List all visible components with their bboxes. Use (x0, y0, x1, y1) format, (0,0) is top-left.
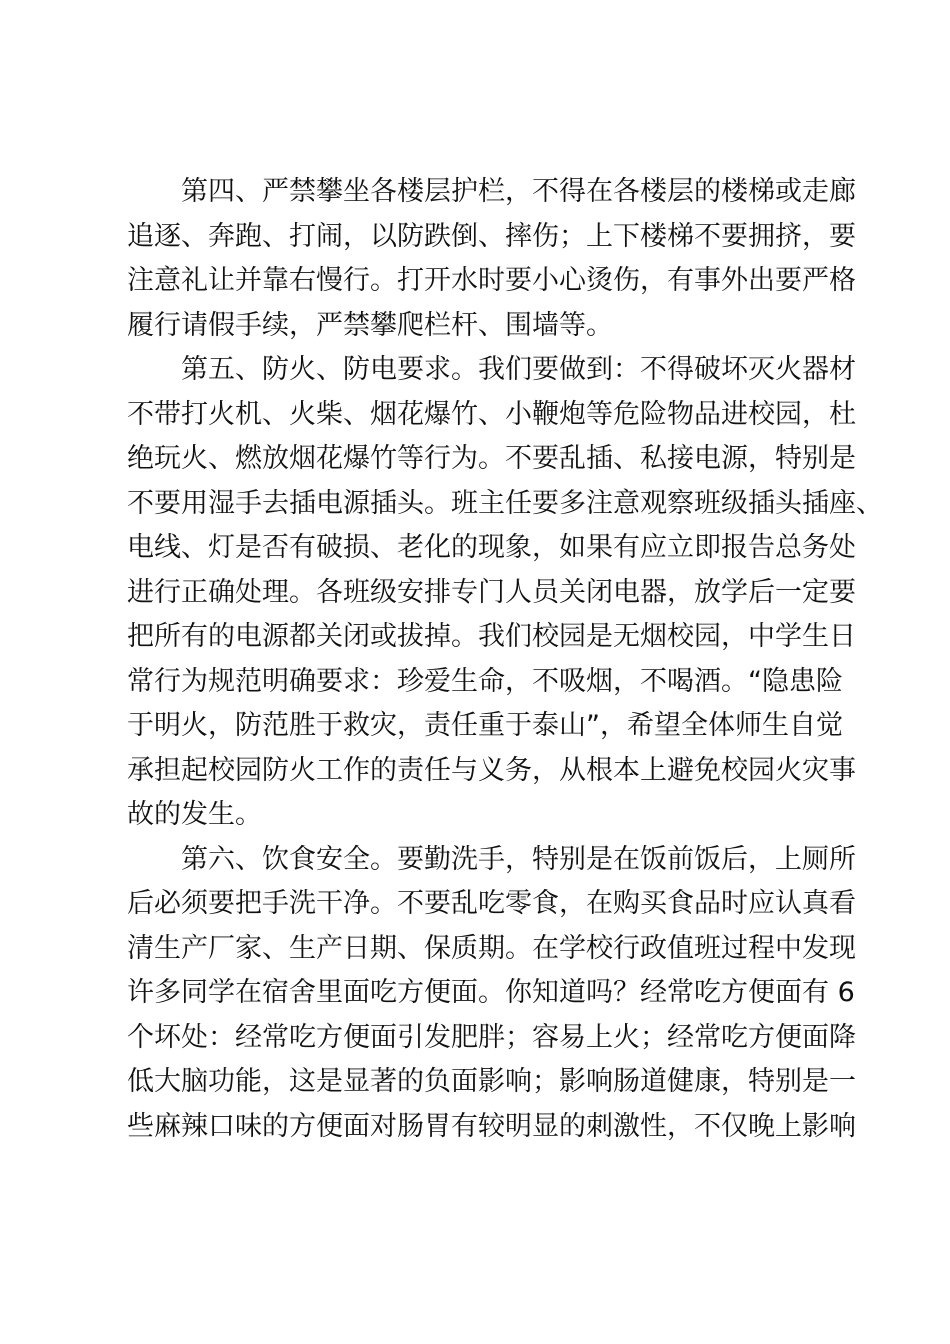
paragraph-fifth-line: 电线、灯是否有破损、老化的现象，如果有应立即报告总务处 (127, 532, 856, 563)
paragraph-fifth-line: 进行正确处理。各班级安排专门人员关闭电器，放学后一定要 (127, 576, 856, 608)
paragraph-fourth-line: 第四、严禁攀坐各楼层护栏，不得在各楼层的楼梯或走廊 (181, 176, 856, 207)
paragraph-fifth-line: 第五、防火、防电要求。我们要做到：不得破坏灭火器材 (181, 354, 856, 385)
paragraph-sixth-line: 个坏处：经常吃方便面引发肥胖；容易上火；经常吃方便面降 (127, 1021, 856, 1053)
paragraph-sixth-line: 许多同学在宿舍里面吃方便面。你知道吗？经常吃方便面有 6 (127, 977, 855, 1008)
paragraph-fifth-line: 绝玩火、燃放烟花爆竹等行为。不要乱插、私接电源，特别是 (127, 443, 856, 474)
paragraph-fifth-line: 故的发生。 (127, 799, 262, 830)
paragraph-fifth-line: 常行为规范明确要求：珍爱生命，不吸烟，不喝酒。“隐患险 (127, 665, 843, 697)
paragraph-sixth-line: 些麻辣口味的方便面对肠胃有较明显的刺激性，不仅晚上影响 (127, 1110, 856, 1142)
paragraph-sixth-line: 清生产厂家、生产日期、保质期。在学校行政值班过程中发现 (127, 932, 856, 964)
paragraph-fifth-line: 承担起校园防火工作的责任与义务，从根本上避免校园火灾事 (127, 754, 856, 786)
document-body (127, 170, 883, 1149)
paragraph-fifth-line: 把所有的电源都关闭或拔掉。我们校园是无烟校园，中学生日 (127, 621, 856, 652)
paragraph-sixth-line: 低大脑功能，这是显著的负面影响；影响肠道健康，特别是一 (127, 1066, 856, 1097)
paragraph-fifth-line: 不带打火机、火柴、烟花爆竹、小鞭炮等危险物品进校园，杜 (127, 398, 856, 430)
paragraph-fifth-line: 于明火，防范胜于救灾，责任重于泰山”，希望全体师生自觉 (127, 710, 843, 741)
paragraph-sixth-line: 第六、饮食安全。要勤洗手，特别是在饭前饭后，上厕所 (181, 843, 856, 875)
paragraph-fourth-line: 履行请假手续，严禁攀爬栏杆、围墙等。 (127, 309, 613, 341)
paragraph-fourth-line: 注意礼让并靠右慢行。打开水时要小心烫伤，有事外出要严格 (127, 265, 856, 296)
paragraph-fifth-line: 不要用湿手去插电源插头。班主任要多注意观察班级插头插座、 (127, 487, 883, 519)
paragraph-fourth-line: 追逐、奔跑、打闹，以防跌倒、摔伤；上下楼梯不要拥挤，要 (127, 220, 856, 252)
paragraph-sixth-line: 后必须要把手洗干净。不要乱吃零食，在购买食品时应认真看 (127, 888, 856, 919)
